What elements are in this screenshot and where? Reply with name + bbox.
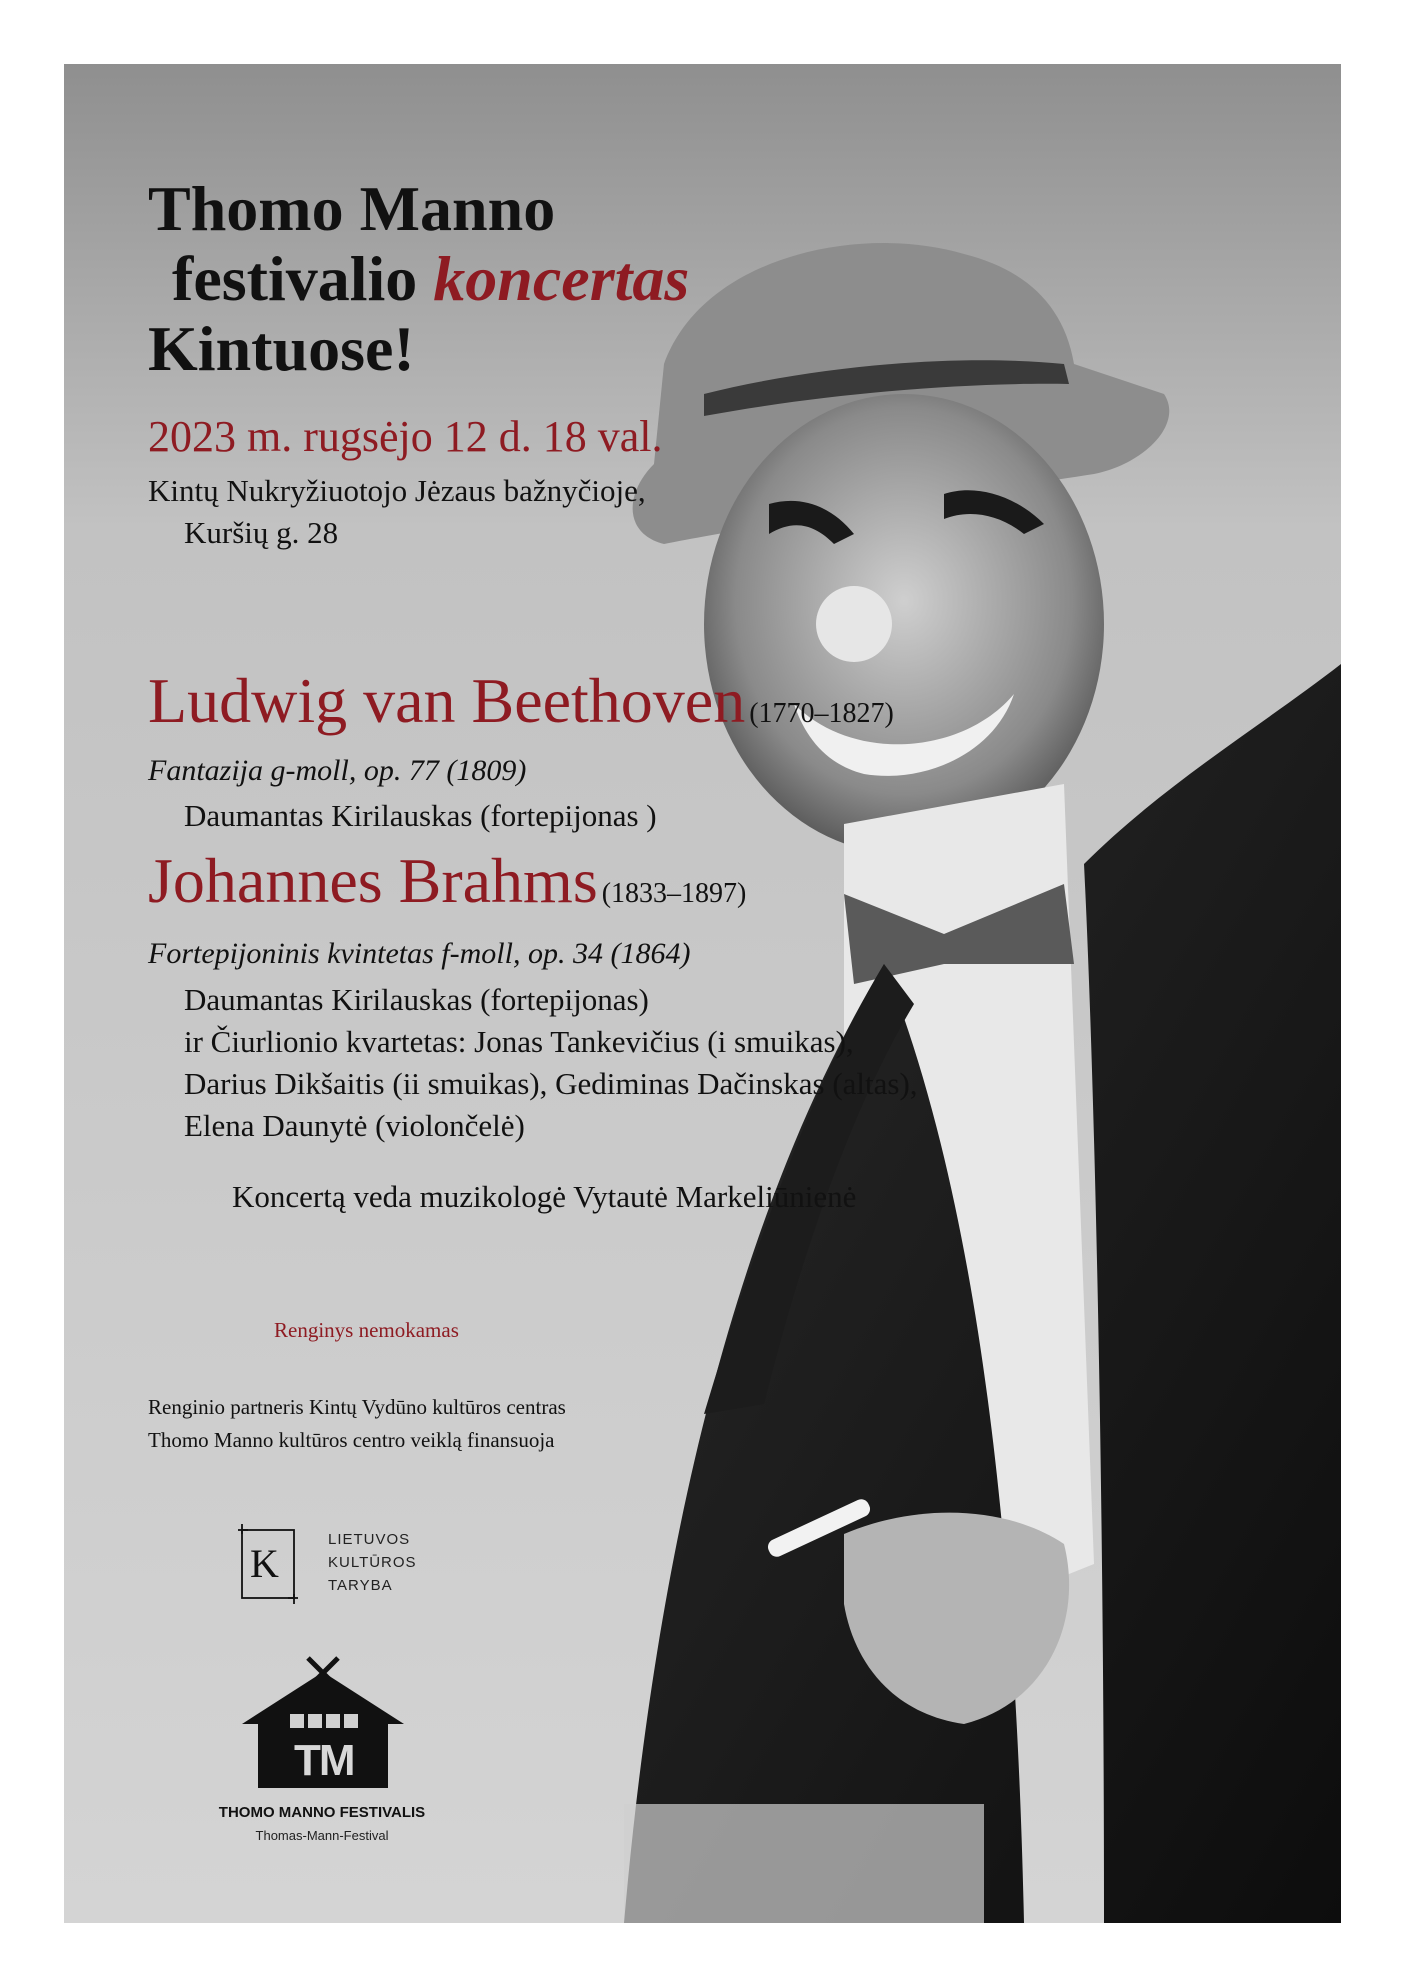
title-highlight: koncertas (433, 243, 690, 314)
partner-line-1: Renginio partneris Kintų Vydūno kultūros centras (148, 1395, 566, 1419)
performer-line: Elena Daunytė (violončelė) (184, 1108, 525, 1143)
composer-years: (1770–1827) (749, 698, 894, 729)
festival-subtitle: Thomas-Mann-Festival (255, 1828, 389, 1843)
title-line-1: Thomo Manno (148, 173, 556, 244)
council-name-line: LIETUVOS (328, 1531, 411, 1548)
title-line-3: Kintuose! (148, 313, 415, 384)
event-venue: Kintų Nukryžiuotojo Jėzaus bažnyčioje, (148, 473, 646, 508)
council-name (328, 1528, 417, 1597)
council-name-line: TARYBA (328, 1577, 393, 1594)
performer-line: Darius Dikšaitis (ii smuikas), Gediminas Dačinskas (altas), (184, 1066, 918, 1101)
festival-mark: TM (294, 1736, 354, 1785)
event-date-time: 2023 m. rugsėjo 12 d. 18 val. (148, 412, 663, 461)
performer-line: Daumantas Kirilauskas (fortepijonas) (184, 982, 649, 1017)
partner-line-2: Thomo Manno kultūros centro veiklą finansuoja (148, 1428, 555, 1452)
title-line-2 (172, 244, 689, 314)
council-name-line: KULTŪROS (328, 1554, 417, 1571)
performer-line: ir Čiurlionio kvartetas: Jonas Tankevičius (i smuikas), (184, 1024, 854, 1059)
composer-years: (1833–1897) (601, 878, 747, 909)
festival-name: THOMO MANNO FESTIVALIS (218, 1804, 426, 1821)
program-item-beethoven (148, 664, 894, 738)
work-title: Fortepijoninis kvintetas f-moll, op. 34 (1864) (148, 937, 691, 970)
work-title: Fantazija g-moll, op. 77 (1809) (148, 754, 527, 787)
poster (64, 64, 1341, 1923)
composer-name: Johannes Brahms (148, 845, 598, 916)
council-letter: K (250, 1541, 279, 1586)
culture-council-logo (238, 1524, 417, 1609)
title-line-2-plain: festivalio (172, 243, 434, 314)
festival-logo (202, 1654, 442, 1854)
event-address: Kuršių g. 28 (184, 515, 339, 550)
composer-name: Ludwig van Beethoven (148, 665, 746, 736)
program-item-brahms (148, 844, 746, 918)
performer-line: Daumantas Kirilauskas (fortepijonas ) (184, 798, 657, 833)
host-line: Koncertą veda muzikologė Vytautė Markeliūnienė (232, 1179, 857, 1214)
free-entry-note: Renginys nemokamas (274, 1318, 459, 1342)
